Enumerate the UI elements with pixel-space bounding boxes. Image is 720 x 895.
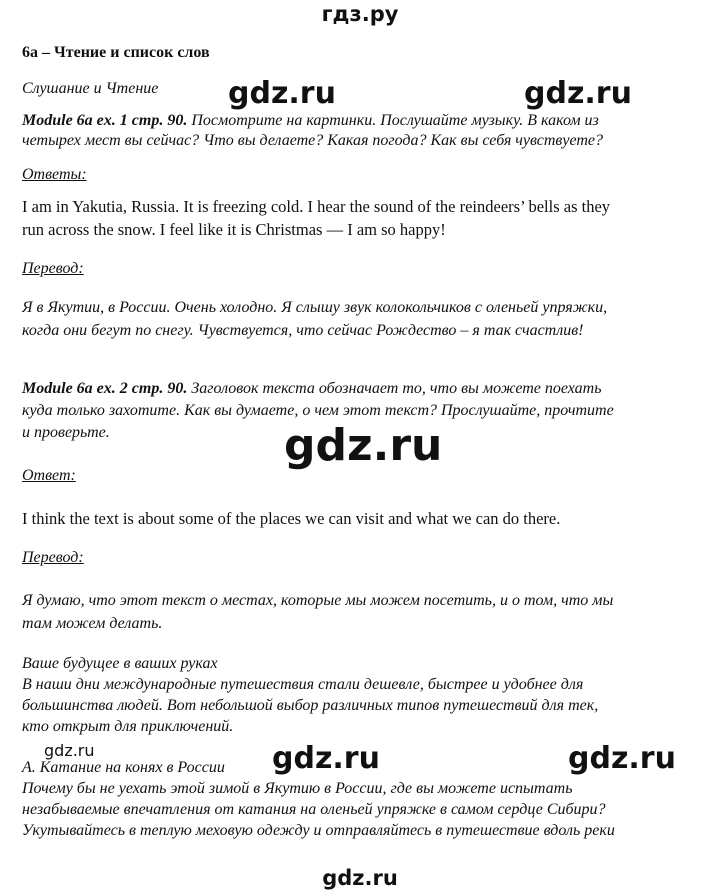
ex2-answer: I think the text is about some of the places we can visit and what we can do there.	[22, 509, 561, 528]
ex2-ref: Module 6a ex. 2 стр. 90.	[22, 380, 188, 397]
site-footer[interactable]: gdz.ru	[322, 866, 398, 890]
page-title: 6a – Чтение и список слов	[22, 44, 210, 61]
reading-text-line: Почему бы не уехать этой зимой в Якутию в России, где вы можете испытать	[22, 780, 573, 797]
ex1-translation-line: Я в Якутии, в России. Очень холодно. Я слышу звук колокольчиков с оленьей упряжки,	[22, 299, 608, 316]
ex1-answers-label: Ответы:	[22, 166, 87, 183]
section-label: Слушание и Чтение	[22, 80, 159, 97]
reading-text-line: Укутывайтесь в теплую меховую одежду и отправляйтесь в путешествие вдоль реки	[22, 822, 615, 839]
ex2-task-line: и проверьте.	[22, 424, 110, 441]
ex2-translation-line: Я думаю, что этот текст о местах, которые мы можем посетить, и о том, что мы	[22, 592, 614, 609]
ex1-task-line: четырех мест вы сейчас? Что вы делаете? Какая погода? Как вы себя чувствуете?	[22, 132, 603, 149]
ex2-translation	[22, 589, 702, 635]
watermark: gdz.ru	[44, 741, 95, 760]
ex2-task-line: Заголовок текста обозначает то, что вы можете поехать	[187, 380, 602, 397]
reading-text-intro	[22, 653, 702, 737]
ex2-task-line: куда только захотите. Как вы думаете, о чем этот текст? Прослушайте, прочтите	[22, 402, 614, 419]
ex1-task-line: Посмотрите на картинки. Послушайте музыку. В каком из	[187, 112, 599, 129]
ex1-translation-label: Перевод:	[22, 260, 84, 277]
ex2-task	[22, 378, 702, 444]
watermark: gdz.ru	[568, 741, 676, 776]
reading-text-line: В наши дни международные путешествия стали дешевле, быстрее и удобнее для	[22, 676, 584, 693]
ex1-answer	[22, 195, 702, 241]
ex2-translation-label: Перевод:	[22, 549, 84, 566]
reading-text-line: незабываемые впечатления от катания на оленьей упряжке в самом сердце Сибири?	[22, 801, 606, 818]
watermark: gdz.ru	[228, 76, 336, 111]
ex2-answer-label: Ответ:	[22, 467, 76, 484]
watermark: gdz.ru	[272, 741, 380, 776]
reading-text-line: кто открыт для приключений.	[22, 718, 234, 735]
watermark: gdz.ru	[284, 420, 443, 471]
reading-text-line: большинства людей. Вот небольшой выбор различных типов путешествий для тек,	[22, 697, 599, 714]
ex1-answer-line: I am in Yakutia, Russia. It is freezing cold. I hear the sound of the reindeers’ bells as they	[22, 197, 611, 216]
ex1-translation	[22, 296, 702, 342]
ex1-ref: Module 6a ex. 1 стр. 90.	[22, 112, 188, 129]
reading-text-section-a	[22, 757, 702, 841]
watermark: gdz.ru	[524, 76, 632, 111]
ex1-task	[22, 111, 702, 151]
ex1-translation-line: когда они бегут по снегу. Чувствуется, что сейчас Рождество – я так счастлив!	[22, 322, 584, 339]
reading-text-title: Ваше будущее в ваших руках	[22, 655, 218, 672]
site-header[interactable]: гдз.ру	[321, 2, 399, 26]
ex2-translation-line: там можем делать.	[22, 615, 163, 632]
section-a-title: A. Катание на конях в России	[22, 759, 225, 776]
ex1-answer-line: run across the snow. I feel like it is Christmas — I am so happy!	[22, 220, 446, 239]
